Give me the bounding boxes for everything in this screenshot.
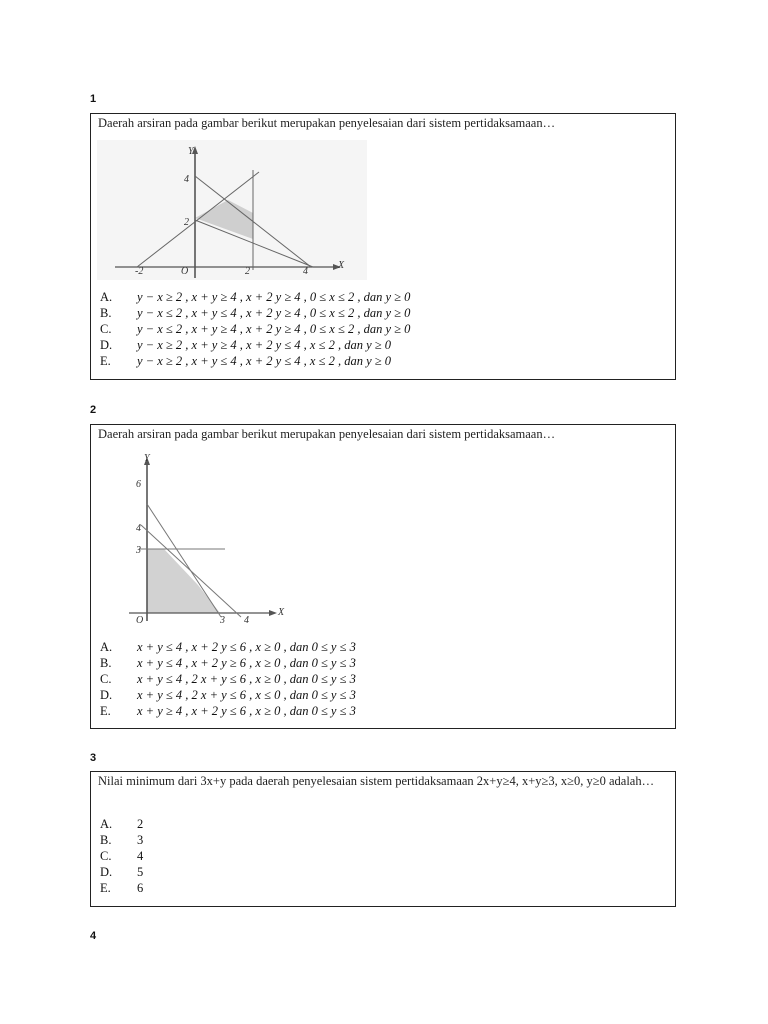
graph-figure xyxy=(97,140,367,280)
option-text: x + y ≤ 4 , x + 2 y ≤ 6 , x ≥ 0 , dan 0 ≤ y ≤ 3 xyxy=(137,640,356,654)
option-text: 3 xyxy=(137,833,144,847)
question-box xyxy=(90,113,676,380)
option-list xyxy=(100,289,410,369)
y-tick-label: 6 xyxy=(136,479,141,490)
question-prompt: Daerah arsiran pada gambar berikut merupakan penyelesaian dari sistem pertidaksamaan… xyxy=(98,427,556,441)
y-tick-label: 2 xyxy=(184,217,189,228)
question-number: 3 xyxy=(90,752,97,764)
option-a[interactable] xyxy=(100,816,143,832)
option-text: 6 xyxy=(137,881,144,895)
y-axis-label: Y xyxy=(144,453,150,464)
option-letter: C. xyxy=(100,322,112,336)
option-b[interactable] xyxy=(100,832,143,848)
option-letter: D. xyxy=(100,865,113,879)
option-text: y − x ≤ 2 , x + y ≥ 4 , x + 2 y ≥ 4 , 0 ≤ x ≤ 2 , dan y ≥ 0 xyxy=(137,322,411,336)
option-b[interactable] xyxy=(100,305,410,321)
option-letter: A. xyxy=(100,290,113,304)
option-e[interactable] xyxy=(100,880,143,896)
question-number: 4 xyxy=(90,930,97,942)
option-letter: D. xyxy=(100,688,113,702)
option-d[interactable] xyxy=(100,687,356,703)
option-letter: E. xyxy=(100,704,111,718)
option-letter: D. xyxy=(100,338,113,352)
question-number: 1 xyxy=(90,93,97,105)
option-text: y − x ≥ 2 , x + y ≥ 4 , x + 2 y ≥ 4 , 0 ≤ x ≤ 2 , dan y ≥ 0 xyxy=(137,290,411,304)
x-axis-label: X xyxy=(278,607,285,618)
option-text: x + y ≤ 4 , 2 x + y ≤ 6 , x ≥ 0 , dan 0 ≤ y ≤ 3 xyxy=(137,672,356,686)
y-tick-label: 4 xyxy=(184,174,189,185)
x-tick-label: -2 xyxy=(135,266,144,277)
option-text: y − x ≥ 2 , x + y ≤ 4 , x + 2 y ≤ 4 , x ≤ 2 , dan y ≥ 0 xyxy=(137,354,391,368)
origin-label: O xyxy=(181,266,189,277)
option-a[interactable] xyxy=(100,639,356,655)
option-text: 5 xyxy=(137,865,144,879)
question-prompt: Nilai minimum dari 3x+y pada daerah penyelesaian sistem pertidaksamaan 2x+y≥4, x+y≥3, x≥0, y≥0 adalah… xyxy=(98,774,655,788)
question-prompt: Daerah arsiran pada gambar berikut merupakan penyelesaian dari sistem pertidaksamaan… xyxy=(98,116,556,130)
option-b[interactable] xyxy=(100,655,356,671)
option-d[interactable] xyxy=(100,864,143,880)
option-c[interactable] xyxy=(100,671,356,687)
option-letter: B. xyxy=(100,833,112,847)
y-tick-label: 4 xyxy=(136,523,141,534)
x-axis-arrow xyxy=(269,610,277,616)
option-a[interactable] xyxy=(100,289,410,305)
x-tick-label: 2 xyxy=(245,266,250,277)
graph-figure xyxy=(121,449,301,631)
x-tick-label: 4 xyxy=(303,266,308,277)
option-letter: B. xyxy=(100,306,112,320)
option-letter: B. xyxy=(100,656,112,670)
option-list xyxy=(100,816,143,896)
option-text: y − x ≥ 2 , x + y ≥ 4 , x + 2 y ≤ 4 , x ≤ 2 , dan y ≥ 0 xyxy=(137,338,391,352)
option-list xyxy=(100,639,356,719)
option-text: y − x ≤ 2 , x + y ≤ 4 , x + 2 y ≥ 4 , 0 ≤ x ≤ 2 , dan y ≥ 0 xyxy=(137,306,411,320)
origin-label: O xyxy=(136,615,144,626)
option-letter: A. xyxy=(100,640,113,654)
x-tick-label: 3 xyxy=(220,615,225,626)
option-text: x + y ≥ 4 , x + 2 y ≤ 6 , x ≥ 0 , dan 0 ≤ y ≤ 3 xyxy=(137,704,356,718)
option-e[interactable] xyxy=(100,353,410,369)
option-text: 2 xyxy=(137,817,144,831)
option-d[interactable] xyxy=(100,337,410,353)
x-axis-label: X xyxy=(338,260,345,271)
option-text: x + y ≤ 4 , x + 2 y ≥ 6 , x ≥ 0 , dan 0 ≤ y ≤ 3 xyxy=(137,656,356,670)
option-text: x + y ≤ 4 , 2 x + y ≤ 6 , x ≤ 0 , dan 0 ≤ y ≤ 3 xyxy=(137,688,356,702)
option-c[interactable] xyxy=(100,848,143,864)
option-c[interactable] xyxy=(100,321,410,337)
question-box xyxy=(90,771,676,907)
option-letter: C. xyxy=(100,672,112,686)
y-tick-label: 3 xyxy=(136,545,141,556)
question-number: 2 xyxy=(90,404,97,416)
option-letter: E. xyxy=(100,354,111,368)
option-letter: A. xyxy=(100,817,113,831)
y-axis-label: Y xyxy=(188,146,194,157)
option-letter: C. xyxy=(100,849,112,863)
question-box xyxy=(90,424,676,729)
option-letter: E. xyxy=(100,881,111,895)
x-tick-label: 4 xyxy=(244,615,249,626)
shaded-region xyxy=(147,549,220,613)
option-text: 4 xyxy=(137,849,144,863)
option-e[interactable] xyxy=(100,703,356,719)
